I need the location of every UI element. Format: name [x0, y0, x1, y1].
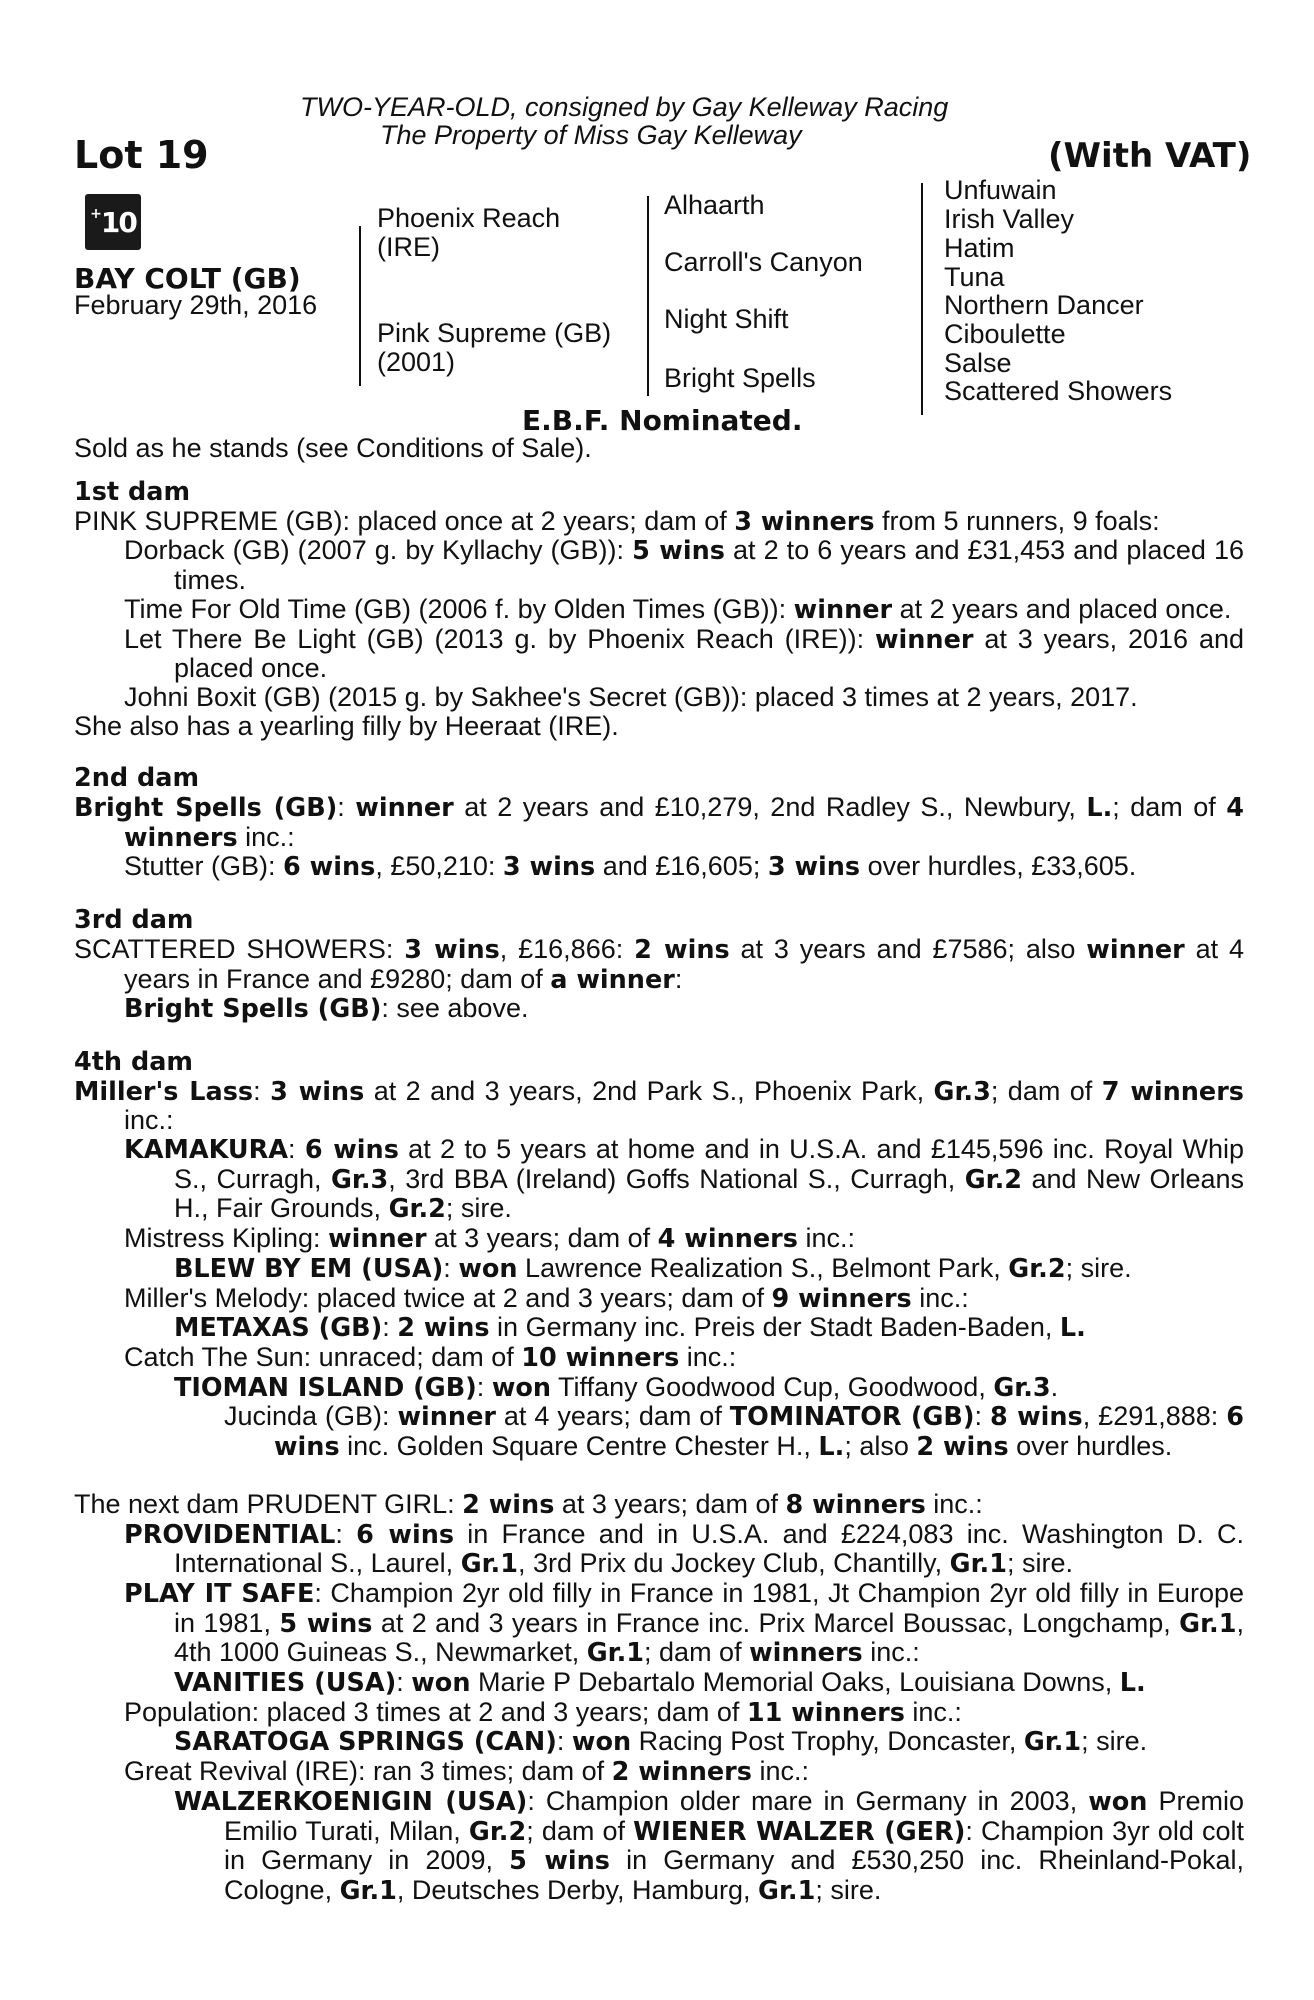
dam-entry: Miller's Lass: 3 wins at 2 and 3 years, 2nd Park S., Phoenix Park, Gr.3; dam of 7 winners inc.:: [74, 1075, 1244, 1136]
produce-record: [74, 478, 1244, 1906]
produce-entry: Miller's Melody: placed twice at 2 and 3 years; dam of 9 winners inc.:: [124, 1282, 969, 1314]
grandparent: Bright Spells: [664, 363, 816, 393]
great-grandparent: Tuna: [944, 262, 1005, 292]
pedigree-divider-3: [921, 183, 923, 415]
great-grandparent: Northern Dancer: [944, 290, 1144, 320]
great-grandparent: Unfuwain: [944, 175, 1057, 205]
dam-entry: Bright Spells (GB): winner at 2 years and £10,279, 2nd Radley S., Newbury, L.; dam of 4 winners inc.:: [74, 792, 1244, 853]
dam-entry: PINK SUPREME (GB): placed once at 2 years; dam of 3 winners from 5 runners, 9 foals:: [74, 505, 1160, 537]
sire-name: Phoenix Reach: [377, 203, 561, 233]
pedigree-divider-1: [359, 226, 361, 386]
sale-condition: Sold as he stands (see Conditions of Sale).: [74, 433, 592, 463]
foaling-date: February 29th, 2016: [74, 290, 318, 320]
section-title: 1st dam: [74, 477, 191, 507]
section-title: 2nd dam: [74, 763, 200, 794]
great-grandparent: Hatim: [944, 233, 1015, 263]
produce-entry: Stutter (GB): 6 wins, £50,210: 3 wins and £16,605; 3 wins over hurdles, £33,605.: [124, 851, 1137, 883]
produce-entry: Population: placed 3 times at 2 and 3 years; dam of 11 winners inc.:: [124, 1696, 962, 1728]
produce-entry: Let There Be Light (GB) (2013 g. by Phoenix Reach (IRE)): winner at 3 years, 2016 and placed once.: [124, 623, 1244, 684]
ebf-nomination: E.B.F. Nominated.: [522, 404, 803, 437]
grandparent: Night Shift: [664, 304, 789, 334]
produce-entry: Dorback (GB) (2007 g. by Kyllachy (GB)): 5 wins at 2 to 6 years and £31,453 and placed 16 times.: [124, 535, 1244, 596]
produce-entry: TIOMAN ISLAND (GB): won Tiffany Goodwood Cup, Goodwood, Gr.3.: [174, 1371, 1059, 1403]
dam-name: Pink Supreme (GB): [377, 318, 612, 348]
sale-badge-icon: [85, 194, 141, 250]
dam-entry: SCATTERED SHOWERS: 3 wins, £16,866: 2 wins at 3 years and £7586; also winner at 4 years in France and £9280; dam of a winner:: [74, 933, 1244, 995]
produce-entry: WALZERKOENIGIN (USA): Champion older mare in Germany in 2003, won Premio Emilio Turati, Milan, Gr.2; dam of WIENER WALZER (GER): Champion 3yr old colt in Germany in 2009, 5 wins in Germany and £530,250 inc. Rheinland-Pokal, Cologne, Gr.1, Deutsches Derby, Hamburg, Gr.1; sire.: [174, 1785, 1245, 1906]
produce-entry: BLEW BY EM (USA): won Lawrence Realization S., Belmont Park, Gr.2; sire.: [174, 1252, 1132, 1284]
produce-entry: Jucinda (GB): winner at 4 years; dam of TOMINATOR (GB): 8 wins, £291,888: 6 wins inc. Golden Square Centre Chester H., L.; also 2 wins over hurdles.: [224, 1401, 1244, 1463]
grandparent: Carroll's Canyon: [664, 247, 863, 277]
produce-entry: Catch The Sun: unraced; dam of 10 winners inc.:: [124, 1341, 737, 1373]
produce-entry: METAXAS (GB): 2 wins in Germany inc. Preis der Stadt Baden-Baden, L.: [174, 1312, 1086, 1344]
produce-entry: KAMAKURA: 6 wins at 2 to 5 years at home and in U.S.A. and £145,596 inc. Royal Whip S., Curragh, Gr.3, 3rd BBA (Ireland) Goffs National S., Curragh, Gr.2 and New Orleans H., Fair Grounds, Gr.2; sire.: [124, 1134, 1245, 1225]
produce-entry: PLAY IT SAFE: Champion 2yr old filly in France in 1981, Jt Champion 2yr old filly in Europe in 1981, 5 wins at 2 and 3 years in France inc. Prix Marcel Boussac, Longchamp, Gr.1, 4th 1000 Guineas S., Newmarket, Gr.1; dam of winners inc.:: [124, 1577, 1244, 1669]
pedigree-divider-2: [647, 196, 649, 396]
lot-number: Lot 19: [74, 133, 209, 177]
produce-entry: Bright Spells (GB): see above.: [124, 993, 529, 1025]
dam-year: (2001): [377, 347, 456, 377]
produce-entry: SARATOGA SPRINGS (CAN): won Racing Post Trophy, Doncaster, Gr.1; sire.: [174, 1726, 1148, 1758]
produce-note: She also has a yearling filly by Heeraat (IRE).: [74, 710, 619, 741]
badge-number: 10: [100, 205, 136, 239]
produce-entry: PROVIDENTIAL: 6 wins in France and in U.S.A. and £224,083 inc. Washington D. C. International S., Laurel, Gr.1, 3rd Prix du Jockey Club, Chantilly, Gr.1; sire.: [124, 1518, 1244, 1580]
great-grandparent: Irish Valley: [944, 204, 1075, 234]
great-grandparent: Ciboulette: [944, 319, 1066, 349]
section-title: 4th dam: [74, 1046, 193, 1077]
grandparent: Alhaarth: [664, 190, 765, 220]
produce-entry: VANITIES (USA): won Marie P Debartalo Memorial Oaks, Louisiana Downs, L.: [174, 1667, 1146, 1699]
horse-description: BAY COLT (GB): [74, 262, 301, 295]
great-grandparent: Scattered Showers: [944, 376, 1173, 406]
badge-plus: +: [90, 206, 100, 222]
property-line: The Property of Miss Gay Kelleway: [380, 120, 802, 150]
sire-country: (IRE): [377, 232, 440, 262]
produce-entry: Mistress Kipling: winner at 3 years; dam of 4 winners inc.:: [124, 1223, 855, 1255]
produce-entry: Time For Old Time (GB) (2006 f. by Olden Times (GB)): winner at 2 years and placed once.: [124, 593, 1232, 625]
consignor-line: TWO-YEAR-OLD, consigned by Gay Kelleway Racing: [300, 92, 949, 122]
great-grandparent: Salse: [944, 348, 1012, 378]
produce-entry: Great Revival (IRE): ran 3 times; dam of 2 winners inc.:: [124, 1756, 809, 1788]
next-dam-entry: The next dam PRUDENT GIRL: 2 wins at 3 years; dam of 8 winners inc.:: [74, 1488, 983, 1520]
vat-label: (With VAT): [1048, 136, 1252, 176]
produce-entry: Johni Boxit (GB) (2015 g. by Sakhee's Secret (GB)): placed 3 times at 2 years, 2017.: [124, 681, 1138, 712]
section-title: 3rd dam: [74, 905, 194, 936]
